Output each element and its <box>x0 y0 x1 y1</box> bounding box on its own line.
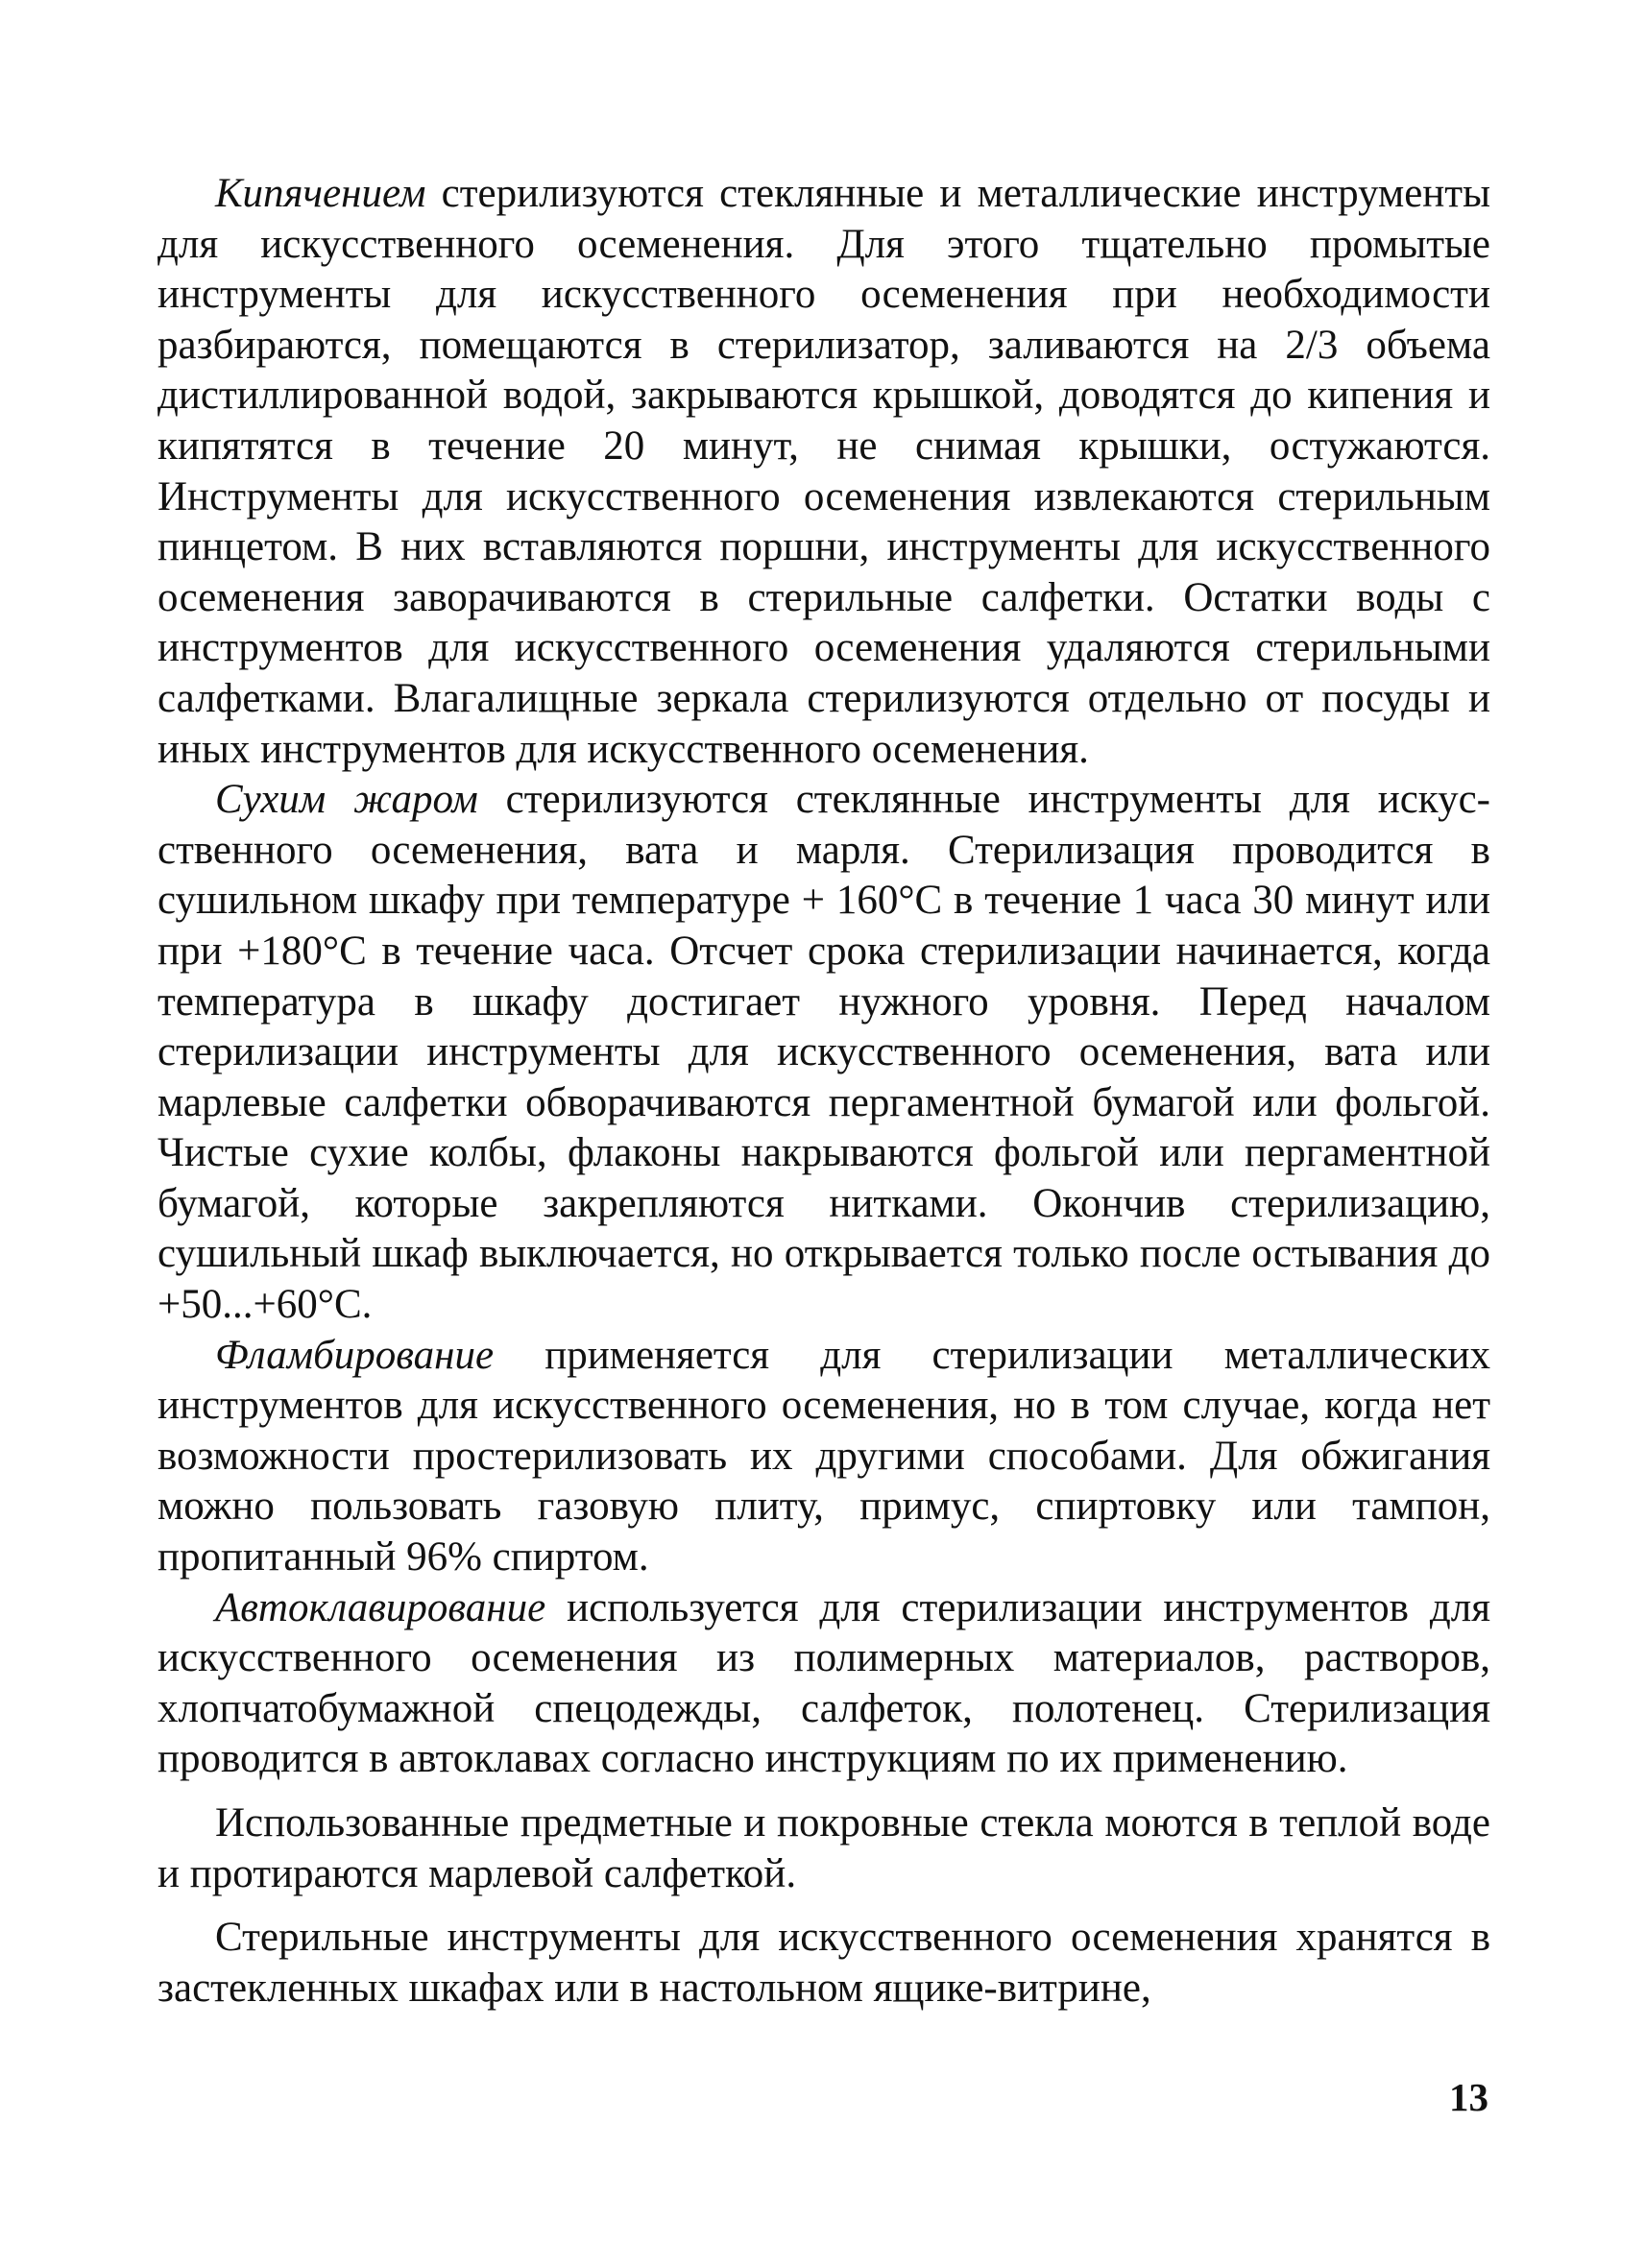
paragraph-lead-term: Фламбирование <box>215 1332 495 1378</box>
paragraph-lead-term: Автоклавирование <box>215 1584 546 1630</box>
paragraph-storage <box>157 1913 1490 2014</box>
paragraph-boiling <box>157 169 1490 775</box>
page-number: 13 <box>1449 2075 1488 2119</box>
paragraph-lead-term: Сухим жаром <box>215 777 478 823</box>
paragraph-flaming <box>157 1331 1490 1583</box>
paragraph-body: Использованные предметные и покровные стекла моются в теплой воде и протираются марлевой салфеткой. <box>157 1800 1490 1896</box>
body-text <box>157 169 1490 2014</box>
paragraph-dry-heat <box>157 775 1490 1331</box>
paragraph-autoclaving <box>157 1583 1490 1785</box>
paragraph-glass-slides <box>157 1798 1490 1899</box>
paragraph-lead-term: Кипячением <box>215 171 426 216</box>
paragraph-body: стерилизуются стеклянные инструменты для искусственного осеменения, вата и марля. Стерилизация проводится в сушильном шкафу при температуре + 160°С в течение 1 часа 30 минут или при +180°С в течение часа. Отсчет срока стерилизации начинается, когда температура в шкафу достигает нужного уровня. Перед началом стерилизации инструменты для искусственного осеменения, вата или марлевые салфетки обворачиваются пергаментной бумагой или фольгой. Чистые сухие колбы, флаконы накрываются фольгой или пергаментной бумагой, которые закрепляются нитками. Окончив стерилизацию, сушильный шкаф выключается, но открывается только после остывания до +50...+60°С. <box>157 777 1490 1328</box>
paragraph-body: применяется для стерилизации металлических инструментов для искусственного осеменения, но в том случае, когда нет возможности простерилизовать их другими способами. Для обжигания можно пользовать газовую плиту, примус, спиртовку или тампон, пропитанный 96% спиртом. <box>157 1332 1490 1580</box>
paragraph-body: используется для стерилизации инструментов для искусственного осеменения из полимерных материалов, растворов, хлопчатобумажной спецодежды, салфеток, полотенец. Стерилизация проводится в автоклавах согласно инструкциям по их применению. <box>157 1584 1490 1782</box>
paragraph-body: стерилизуются стеклянные и металлические инструменты для искусственного осеменения. Для этого тщательно промытые инструменты для искусственного осеменения при необходимости разбираются, помещаются в стерилизатор, заливаются на 2/3 объема дистиллированной водой, закрываются крышкой, доводятся до кипения и кипятятся в течение 20 минут, не снимая крышки, остужаются. Инструменты для искусственного осеменения извлекаются стерильным пинцетом. В них вставляются поршни, инструменты для искусственного осеменения заворачиваются в стерильные салфетки. Остатки воды с инструментов для искусственного осеменения удаляются стерильными салфетками. Влагалищные зеркала стерилизуются отдельно от посуды и иных инструментов для искусственного осеменения. <box>157 171 1490 772</box>
paragraph-body: Стерильные инструменты для искусственного осеменения хранятся в застекленных шкафах или в настольном ящике-витрине, <box>157 1915 1490 2011</box>
